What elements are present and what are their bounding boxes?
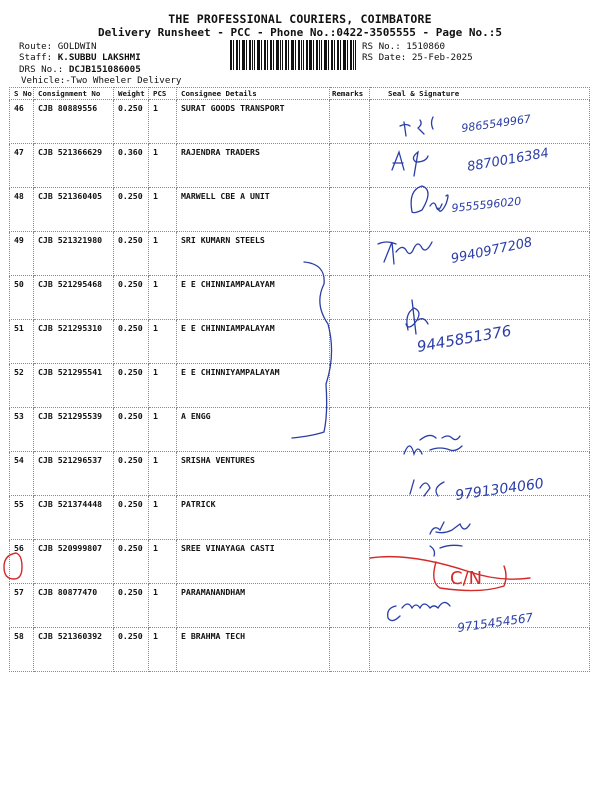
row-pcs: 1: [149, 452, 177, 496]
phone-58: 9715454567: [456, 610, 535, 635]
row-pcs: 1: [149, 496, 177, 540]
row-signature-cell: [370, 100, 590, 144]
rs-no-label: RS No.:: [362, 41, 401, 52]
table-row: [10, 408, 590, 452]
row-weight: 0.250: [114, 496, 149, 540]
row-weight: 0.250: [114, 320, 149, 364]
rs-date-label: RS Date:: [362, 52, 407, 63]
row-sno: 52: [10, 364, 34, 408]
row-pcs: 1: [149, 320, 177, 364]
table-body: [10, 100, 590, 672]
row-consignment: CJB 520999807: [34, 540, 114, 584]
row-signature-cell: [370, 452, 590, 496]
row-consignee: E E CHINNIAMPALAYAM: [177, 320, 330, 364]
row-pcs: 1: [149, 232, 177, 276]
barcode-icon: [230, 40, 356, 70]
staff-line: [19, 52, 141, 63]
row-pcs: 1: [149, 100, 177, 144]
row-consignment: CJB 521321980: [34, 232, 114, 276]
col-header-signature: Seal & Signature: [370, 88, 590, 100]
table-row: [10, 364, 590, 408]
row-sno: 56: [10, 540, 34, 584]
row-remarks: [330, 276, 370, 320]
row-signature-cell: [370, 276, 590, 320]
route-line: [19, 41, 96, 52]
runsheet-table: [9, 87, 590, 672]
row-pcs: 1: [149, 364, 177, 408]
row-sno: 47: [10, 144, 34, 188]
row-consignee: SURAT GOODS TRANSPORT: [177, 100, 330, 144]
row-weight: 0.250: [114, 188, 149, 232]
company-title: THE PROFESSIONAL COURIERS, COIMBATORE: [168, 12, 432, 26]
row-weight: 0.250: [114, 408, 149, 452]
route-value: GOLDWIN: [57, 41, 97, 52]
row-signature-cell: [370, 408, 590, 452]
table-row: [10, 144, 590, 188]
table-row: [10, 496, 590, 540]
row-weight: 0.250: [114, 364, 149, 408]
row-remarks: [330, 144, 370, 188]
col-header-consignment: Consignment No: [34, 88, 114, 100]
row-consignee: E E CHINNIAMPALAYAM: [177, 276, 330, 320]
row-consignment: CJB 521374448: [34, 496, 114, 540]
col-header-weight: Weight: [114, 88, 149, 100]
row-consignment: CJB 521360405: [34, 188, 114, 232]
phone-51: 9445851376: [415, 321, 513, 356]
row-consignee: RAJENDRA TRADERS: [177, 144, 330, 188]
row-pcs: 1: [149, 408, 177, 452]
row-sno: 48: [10, 188, 34, 232]
row-consignee: SRISHA VENTURES: [177, 452, 330, 496]
runsheet-subtitle: Delivery Runsheet - PCC - Phone No.:0422-3505555 - Page No.:5: [98, 26, 502, 39]
col-header-sno: S No: [10, 88, 34, 100]
row-pcs: 1: [149, 276, 177, 320]
row-weight: 0.250: [114, 276, 149, 320]
row-signature-cell: [370, 144, 590, 188]
row-sno: 46: [10, 100, 34, 144]
row-remarks: [330, 584, 370, 628]
table-row: [10, 188, 590, 232]
row-sno: 58: [10, 628, 34, 672]
row-sno: 54: [10, 452, 34, 496]
col-header-remarks: Remarks: [330, 88, 370, 100]
row-remarks: [330, 628, 370, 672]
table-row: [10, 452, 590, 496]
row-weight: 0.250: [114, 628, 149, 672]
phone-46: 9865549967: [460, 112, 532, 135]
route-label: Route:: [19, 41, 53, 52]
table-row: [10, 100, 590, 144]
row-signature-cell: [370, 188, 590, 232]
row-consignment: CJB 521295539: [34, 408, 114, 452]
phone-48: 9555596020: [450, 194, 522, 215]
row-signature-cell: [370, 232, 590, 276]
row-consignee: PATRICK: [177, 496, 330, 540]
col-header-pcs: PCS: [149, 88, 177, 100]
row-consignment: CJB 80877470: [34, 584, 114, 628]
row-pcs: 1: [149, 188, 177, 232]
row-pcs: 1: [149, 144, 177, 188]
row-weight: 0.360: [114, 144, 149, 188]
row-consignee: MARWELL CBE A UNIT: [177, 188, 330, 232]
row-consignee: A ENGG: [177, 408, 330, 452]
row-signature-cell: [370, 320, 590, 364]
row-remarks: [330, 496, 370, 540]
staff-label: Staff:: [19, 52, 53, 63]
row-consignment: CJB 521360392: [34, 628, 114, 672]
table-row: [10, 276, 590, 320]
table-row: [10, 584, 590, 628]
row-remarks: [330, 408, 370, 452]
rs-date-value: 25-Feb-2025: [411, 52, 473, 63]
row-weight: 0.250: [114, 452, 149, 496]
row-weight: 0.250: [114, 232, 149, 276]
col-header-consignee: Consignee Details: [177, 88, 330, 100]
row-consignee: E BRAHMA TECH: [177, 628, 330, 672]
row-remarks: [330, 320, 370, 364]
rs-no-value: 1510860: [406, 41, 446, 52]
cn-mark: C/N: [450, 568, 483, 589]
staff-value: K.SUBBU LAKSHMI: [57, 52, 141, 63]
row-consignment: CJB 80889556: [34, 100, 114, 144]
row-pcs: 1: [149, 628, 177, 672]
drs-value: DCJB151086005: [68, 64, 141, 75]
row-signature-cell: [370, 496, 590, 540]
row-pcs: 1: [149, 540, 177, 584]
row-remarks: [330, 540, 370, 584]
row-sno: 49: [10, 232, 34, 276]
row-remarks: [330, 452, 370, 496]
drs-line: [19, 64, 141, 75]
row-remarks: [330, 188, 370, 232]
row-remarks: [330, 100, 370, 144]
row-signature-cell: [370, 540, 590, 584]
vehicle-line: [21, 75, 181, 86]
row-remarks: [330, 364, 370, 408]
table-row: [10, 320, 590, 364]
row-weight: 0.250: [114, 100, 149, 144]
row-sno: 57: [10, 584, 34, 628]
row-pcs: 1: [149, 584, 177, 628]
row-weight: 0.250: [114, 584, 149, 628]
rs-date-line: [362, 52, 473, 63]
table-row: [10, 540, 590, 584]
row-signature-cell: [370, 364, 590, 408]
rs-no-line: [362, 41, 445, 52]
vehicle-label: Vehicle:: [21, 75, 66, 86]
phone-55: 9791304060: [454, 475, 545, 504]
phone-49: 9940977208: [449, 235, 534, 267]
table-row: [10, 232, 590, 276]
row-consignment: CJB 521295541: [34, 364, 114, 408]
row-consignee: SREE VINAYAGA CASTI: [177, 540, 330, 584]
row-signature-cell: [370, 628, 590, 672]
row-consignment: CJB 521296537: [34, 452, 114, 496]
row-sno: 50: [10, 276, 34, 320]
row-sno: 55: [10, 496, 34, 540]
row-remarks: [330, 232, 370, 276]
table-header-row: [10, 88, 590, 100]
row-consignment: CJB 521295468: [34, 276, 114, 320]
row-consignee: SRI KUMARN STEELS: [177, 232, 330, 276]
row-weight: 0.250: [114, 540, 149, 584]
row-consignment: CJB 521366629: [34, 144, 114, 188]
row-consignee: E E CHINNIYAMPALAYAM: [177, 364, 330, 408]
row-signature-cell: [370, 584, 590, 628]
row-consignee: PARAMANANDHAM: [177, 584, 330, 628]
row-sno: 53: [10, 408, 34, 452]
vehicle-value: -Two Wheeler Delivery: [65, 75, 182, 86]
table-row: [10, 628, 590, 672]
row-consignment: CJB 521295310: [34, 320, 114, 364]
row-sno: 51: [10, 320, 34, 364]
phone-47: 8870016384: [466, 145, 551, 175]
drs-label: DRS No.:: [19, 64, 64, 75]
